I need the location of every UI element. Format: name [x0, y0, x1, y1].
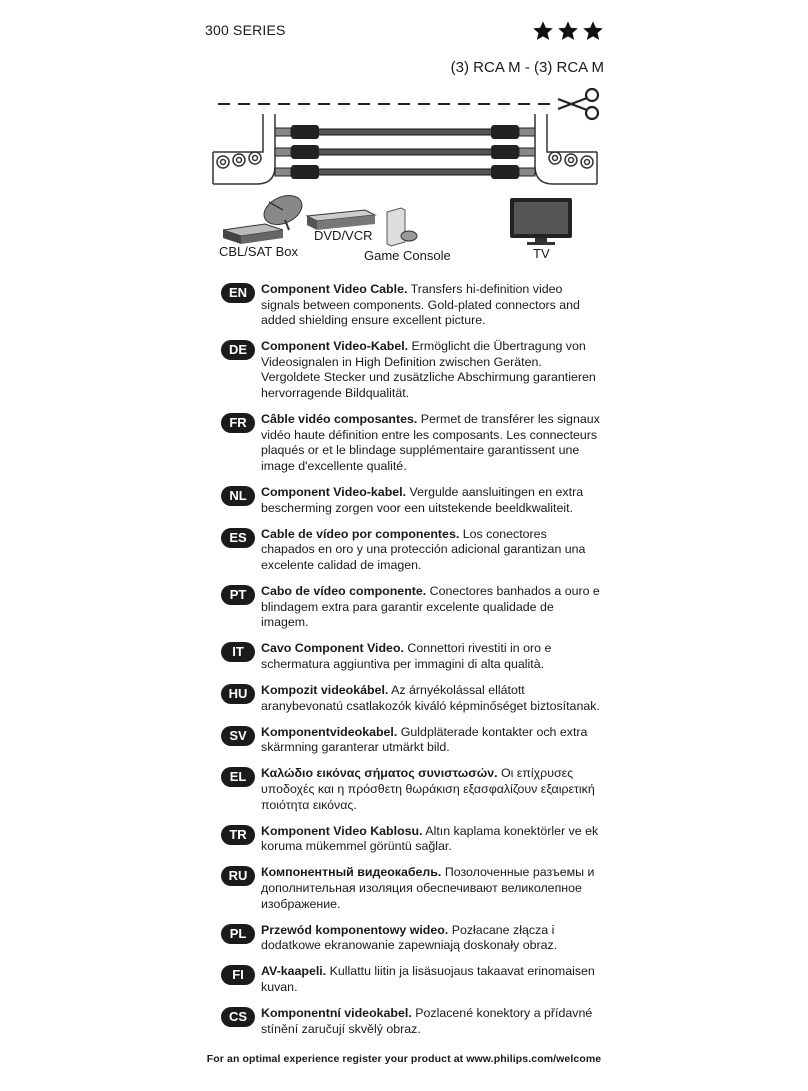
language-entry [221, 584, 601, 631]
product-title: Câble vidéo composantes. [261, 412, 418, 427]
product-description: Pozłacane złącza i dodatkowe ekranowanie zapewniają doskonały obraz. [261, 922, 558, 953]
cable-title: (3) RCA M - (3) RCA M [450, 59, 604, 76]
rca-cable [275, 125, 535, 139]
product-title: Компонентный видеокабель. [261, 865, 442, 880]
language-entry [221, 865, 601, 912]
language-entry [221, 527, 601, 574]
product-description: Los conectores chapados en oro y una protección adicional garantizan una excelente calidad de imagen. [261, 526, 586, 572]
product-description: Permet de transférer les signaux vidéo haute définition entre les composants. Les connecteurs plaqués or et le blindage supplémentaire garantissent une image d'excellente qualité. [261, 412, 600, 473]
product-description: Позолоченные разъемы и дополнительная изоляция обеспечивают великолепное изображение. [261, 865, 595, 911]
product-title: Przewód komponentowy wideo. [261, 922, 449, 937]
language-description [261, 725, 601, 756]
tv-label: TV [533, 246, 550, 261]
product-description: Οι επίχρυσες υποδοχές και η πρόσθετη θωράκιση εξασφαλίζουν εξαιρετική ποιότητα εικόνας. [261, 766, 595, 812]
language-badge: TR [221, 825, 255, 845]
language-description [261, 1006, 601, 1037]
connection-diagram [205, 112, 605, 267]
language-entry [221, 824, 601, 855]
language-badge: RU [221, 866, 255, 886]
language-entry [221, 964, 601, 995]
language-entry [221, 339, 601, 401]
language-badge: SV [221, 726, 255, 746]
language-description [261, 641, 601, 672]
rca-jack-icon [549, 152, 593, 168]
product-title: Component Video Cable. [261, 282, 408, 296]
language-description [261, 485, 601, 516]
dvd-player-icon [307, 210, 375, 230]
tv-icon [510, 198, 572, 245]
product-description: Guldpläterade kontakter och extra skärmning garanterar utmärkt bild. [261, 724, 588, 755]
star-icon [582, 20, 604, 42]
rca-jack-icon [217, 152, 261, 168]
product-description: Ermöglicht die Übertragung von Videosignalen in High Definition zwischen Geräten. Vergoldete Stecker und zusätzliche Abschirmung garantieren hervorragende Bildqualität. [261, 339, 596, 401]
product-description: Connettori rivestiti in oro e schermatura aggiuntiva per immagini di alta qualità. [261, 641, 552, 671]
language-entry [221, 683, 601, 714]
language-badge: HU [221, 684, 255, 704]
product-title: Cable de vídeo por componentes. [261, 526, 460, 541]
language-description [261, 766, 601, 813]
language-description [261, 282, 601, 329]
product-title: Kompozit videokábel. [261, 682, 389, 697]
star-icon [557, 20, 579, 42]
language-entry [221, 766, 601, 813]
product-description: Transfers hi-definition video signals between components. Gold-plated connectors and added shielding ensure excellent picture. [261, 282, 580, 328]
language-badge: NL [221, 486, 255, 506]
language-entry [221, 641, 601, 672]
language-description [261, 527, 601, 574]
product-title: Component Video-Kabel. [261, 339, 409, 354]
rca-cable [275, 165, 535, 179]
product-title: Cabo de vídeo componente. [261, 584, 427, 598]
product-title: AV-kaapeli. [261, 964, 327, 979]
cbl-sat-label: CBL/SAT Box [219, 244, 298, 259]
language-badge: EN [221, 283, 255, 303]
language-description [261, 923, 601, 954]
product-description: Az árnyékolással ellátott aranybevonatú csatlakozók kiváló képminőséget biztosítanak. [261, 682, 600, 713]
language-badge: PT [221, 585, 255, 605]
product-description: Pozlacené konektory a přídavné stínění zaručují skvělý obraz. [261, 1005, 593, 1036]
language-description [261, 683, 601, 714]
product-description: Conectores banhados a ouro e blindagem extra para garantir excelente qualidade de imagem. [261, 584, 600, 630]
language-entry [221, 725, 601, 756]
language-entry [221, 1006, 601, 1037]
language-badge: FI [221, 965, 255, 985]
product-title: Καλώδιο εικόνας σήματος συνιστωσών. [261, 766, 498, 781]
language-badge: PL [221, 924, 255, 944]
product-title: Component Video-kabel. [261, 485, 407, 500]
language-badge: IT [221, 642, 255, 662]
language-entry [221, 485, 601, 516]
language-badge: EL [221, 767, 255, 787]
cable-box-icon [223, 224, 283, 244]
language-list [221, 282, 601, 1048]
star-icon [532, 20, 554, 42]
language-description [261, 865, 601, 912]
product-title: Komponentvideokabel. [261, 724, 398, 739]
language-entry [221, 923, 601, 954]
footer-note: For an optimal experience register your product at www.philips.com/welcome [206, 1053, 602, 1065]
language-badge: ES [221, 528, 255, 548]
language-entry [221, 412, 601, 474]
language-description [261, 584, 601, 631]
product-title: Komponentní videokabel. [261, 1005, 412, 1020]
language-entry [221, 282, 601, 329]
language-badge: DE [221, 340, 255, 360]
language-badge: CS [221, 1007, 255, 1027]
product-description: Kullattu liitin ja lisäsuojaus takaavat erinomaisen kuvan. [261, 964, 595, 994]
dvd-vcr-label: DVD/VCR [314, 228, 373, 243]
rca-cable [275, 145, 535, 159]
language-description [261, 412, 601, 474]
game-console-icon [387, 208, 417, 246]
language-description [261, 964, 601, 995]
product-title: Cavo Component Video. [261, 641, 404, 656]
language-badge: FR [221, 413, 255, 433]
product-description: Altın kaplama konektörler ve ek koruma mükemmel görüntü sağlar. [261, 823, 599, 854]
product-title: Komponent Video Kablosu. [261, 823, 423, 838]
rating-stars [532, 20, 604, 42]
game-console-label: Game Console [364, 248, 451, 263]
series-label: 300 SERIES [205, 22, 286, 38]
language-description [261, 824, 601, 855]
product-description: Vergulde aansluitingen en extra bescherming zorgen voor een uitstekende beeldkwaliteit. [261, 485, 584, 515]
language-description [261, 339, 601, 401]
